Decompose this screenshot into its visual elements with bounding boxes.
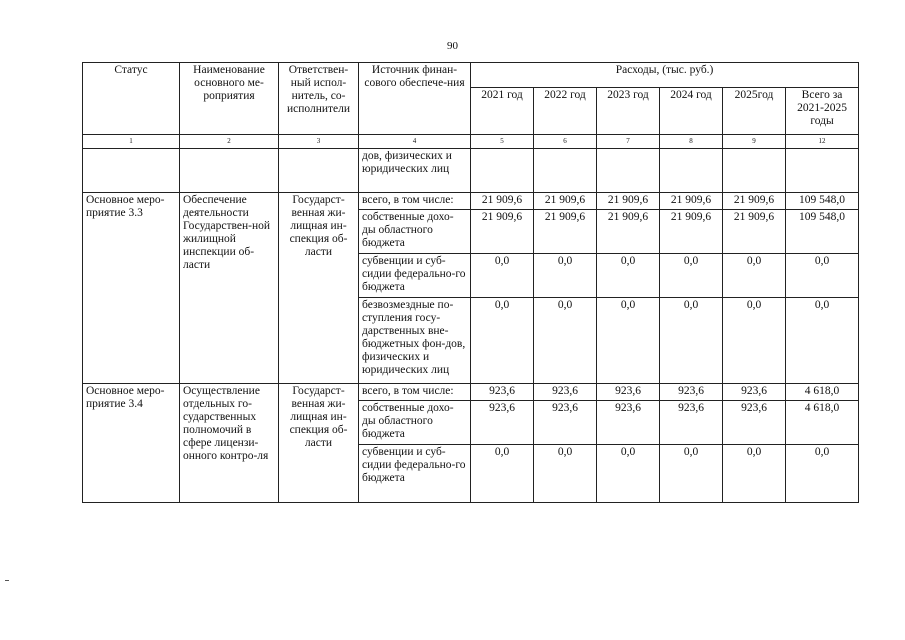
header-year-2023: 2023 год: [597, 88, 660, 135]
status-cell: Основное меро-приятие 3.3: [83, 193, 180, 384]
header-row: [83, 63, 859, 88]
table-row: [83, 384, 859, 401]
value-cell: 0,0: [723, 298, 786, 384]
column-index: 7: [597, 135, 660, 149]
source-cell: субвенции и суб-сидии федерально-го бюджета: [359, 254, 471, 298]
total-cell: 0,0: [786, 298, 859, 384]
column-index-row: [83, 135, 859, 149]
column-index: 9: [723, 135, 786, 149]
value-cell: 0,0: [723, 254, 786, 298]
header-spending: Расходы, (тыс. руб.): [471, 63, 859, 88]
header-source: Источник финан-сового обеспече-ния: [359, 63, 471, 135]
value-cell: 21 909,6: [723, 210, 786, 254]
status-cell: Основное меро-приятие 3.4: [83, 384, 180, 503]
column-index: 1: [83, 135, 180, 149]
total-cell: 4 618,0: [786, 401, 859, 445]
header-year-2021: 2021 год: [471, 88, 534, 135]
executor-cell: Государст-венная жи-лищная ин-спекция об-ласти: [279, 384, 359, 503]
value-cell: 0,0: [534, 254, 597, 298]
source-cell: субвенции и суб-сидии федерально-го бюджета: [359, 445, 471, 503]
value-cell: 923,6: [471, 384, 534, 401]
header-total: Всего за 2021-2025 годы: [786, 88, 859, 135]
header-year-2025: 2025год: [723, 88, 786, 135]
total-cell: 109 548,0: [786, 210, 859, 254]
column-index: 6: [534, 135, 597, 149]
column-index: 2: [180, 135, 279, 149]
budget-table: [82, 62, 859, 503]
header-year-2024: 2024 год: [660, 88, 723, 135]
value-cell: 923,6: [660, 401, 723, 445]
column-index: 5: [471, 135, 534, 149]
source-cell: безвозмездные по-ступления госу-дарственных вне-бюджетных фон-дов, физических и юридических лиц: [359, 298, 471, 384]
source-cell: собственные дохо-ды областного бюджета: [359, 401, 471, 445]
source-cell: всего, в том числе:: [359, 193, 471, 210]
source-cell: дов, физических и юридических лиц: [359, 149, 471, 193]
value-cell: 923,6: [723, 401, 786, 445]
header-name: Наименование основного ме-роприятия: [180, 63, 279, 135]
value-cell: 21 909,6: [660, 210, 723, 254]
scan-mark: [5, 580, 9, 581]
value-cell: 0,0: [597, 445, 660, 503]
header-status: Статус: [83, 63, 180, 135]
column-index: 4: [359, 135, 471, 149]
value-cell: 21 909,6: [660, 193, 723, 210]
source-cell: собственные дохо-ды областного бюджета: [359, 210, 471, 254]
total-cell: 109 548,0: [786, 193, 859, 210]
value-cell: 21 909,6: [471, 210, 534, 254]
value-cell: 21 909,6: [723, 193, 786, 210]
value-cell: 923,6: [660, 384, 723, 401]
value-cell: 0,0: [660, 445, 723, 503]
value-cell: 21 909,6: [597, 193, 660, 210]
value-cell: 0,0: [597, 298, 660, 384]
executor-cell: Государст-венная жи-лищная ин-спекция об-ласти: [279, 193, 359, 384]
header-year-2022: 2022 год: [534, 88, 597, 135]
value-cell: 0,0: [534, 445, 597, 503]
column-index: 3: [279, 135, 359, 149]
value-cell: 21 909,6: [534, 210, 597, 254]
value-cell: 923,6: [597, 401, 660, 445]
total-cell: 0,0: [786, 254, 859, 298]
activity-name-cell: Осуществление отдельных го-сударственных полномочий в сфере лицензи-онного контро-ля: [180, 384, 279, 503]
source-cell: всего, в том числе:: [359, 384, 471, 401]
value-cell: 0,0: [471, 445, 534, 503]
value-cell: 923,6: [534, 384, 597, 401]
value-cell: 0,0: [723, 445, 786, 503]
value-cell: 21 909,6: [534, 193, 597, 210]
value-cell: 0,0: [597, 254, 660, 298]
page-number: 90: [447, 40, 458, 52]
value-cell: 0,0: [471, 254, 534, 298]
header-executor: Ответствен-ный испол-нитель, со-исполнители: [279, 63, 359, 135]
value-cell: 923,6: [534, 401, 597, 445]
value-cell: 21 909,6: [597, 210, 660, 254]
column-index: 12: [786, 135, 859, 149]
value-cell: 0,0: [660, 254, 723, 298]
value-cell: 923,6: [597, 384, 660, 401]
column-index: 8: [660, 135, 723, 149]
total-cell: 4 618,0: [786, 384, 859, 401]
value-cell: 0,0: [660, 298, 723, 384]
total-cell: 0,0: [786, 445, 859, 503]
activity-name-cell: Обеспечение деятельности Государствен-ной жилищной инспекции об-ласти: [180, 193, 279, 384]
value-cell: 923,6: [471, 401, 534, 445]
continuation-row: [83, 149, 859, 193]
value-cell: 21 909,6: [471, 193, 534, 210]
value-cell: 0,0: [534, 298, 597, 384]
value-cell: 923,6: [723, 384, 786, 401]
table-row: [83, 193, 859, 210]
value-cell: 0,0: [471, 298, 534, 384]
